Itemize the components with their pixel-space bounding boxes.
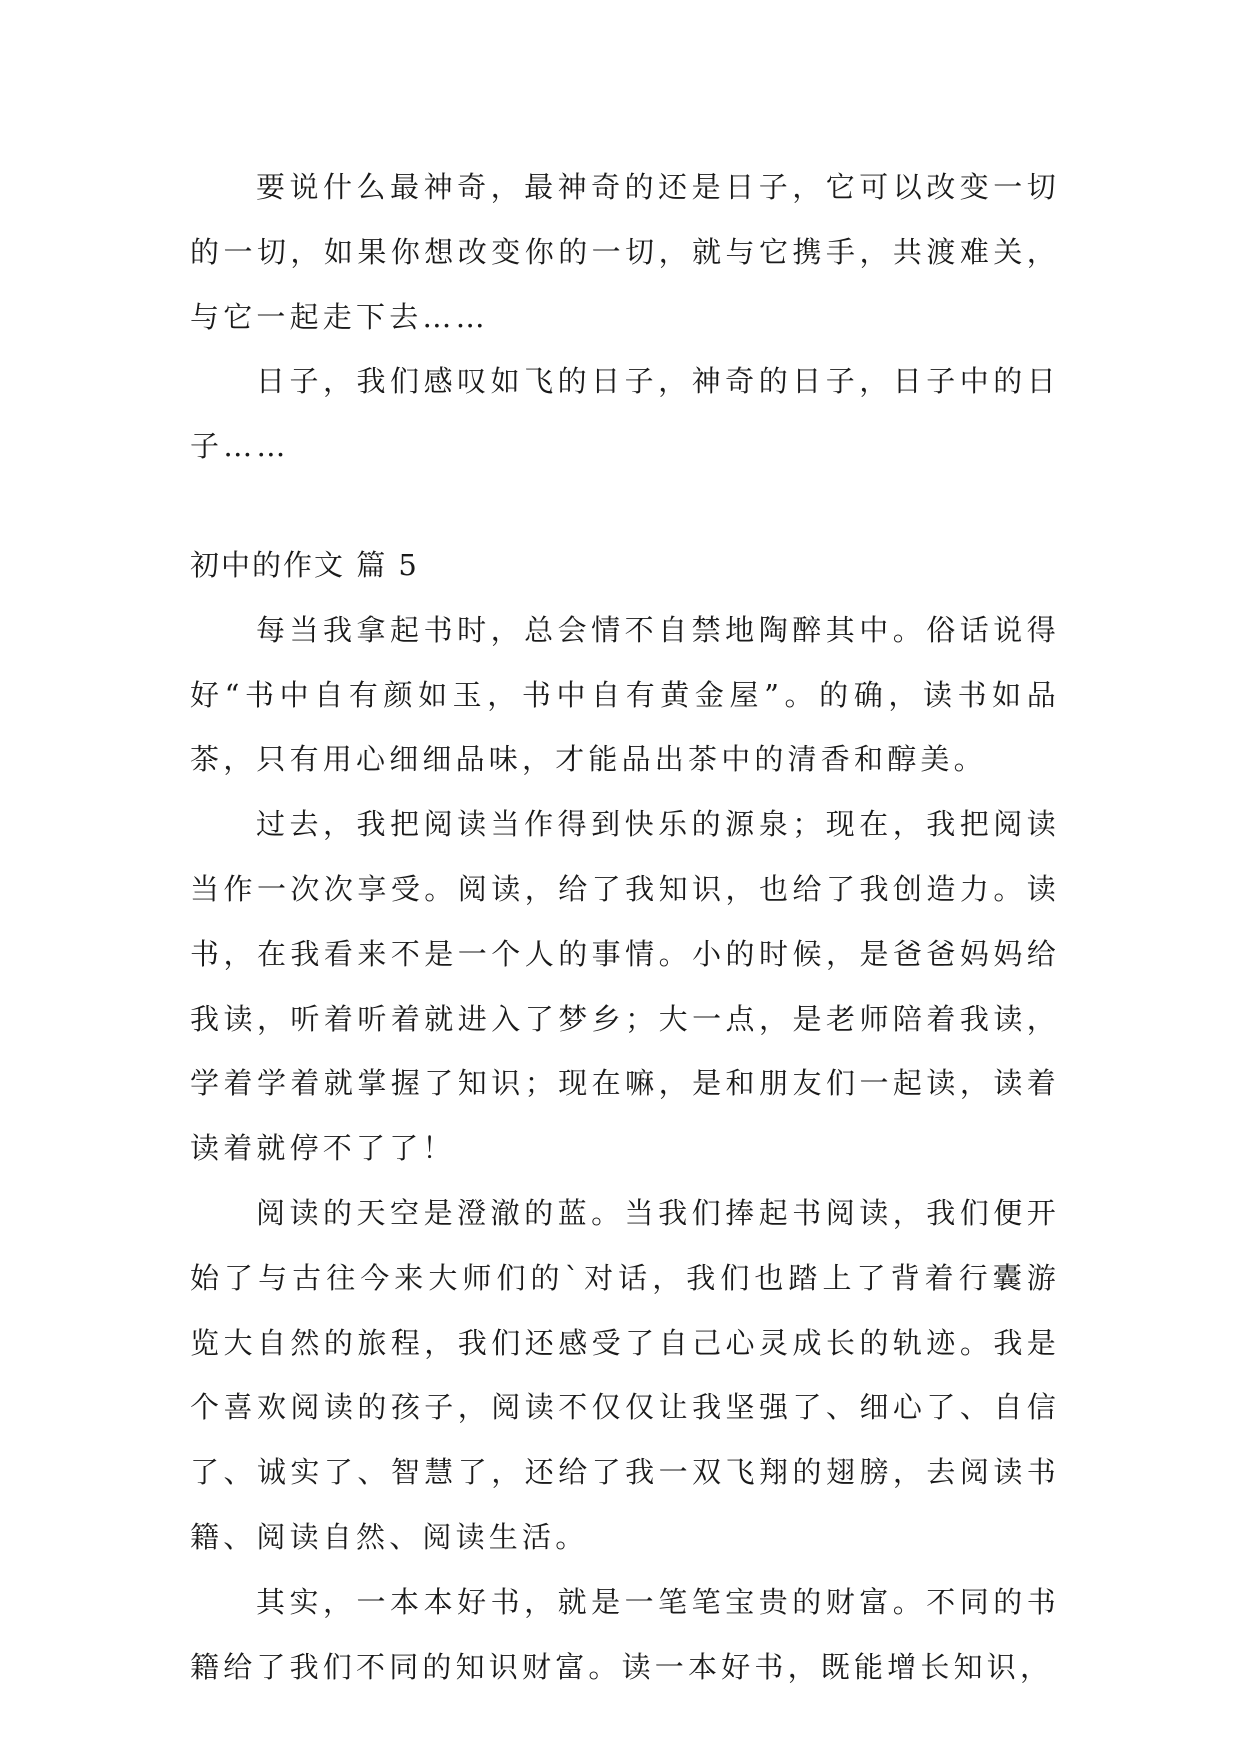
paragraph: 每当我拿起书时，总会情不自禁地陶醉其中。俗话说得好“书中自有颜如玉，书中自有黄金屋”。的确，读书如品茶，只有用心细细品味，才能品出茶中的清香和醇美。 [190,612,1060,777]
paragraph: 要说什么最神奇，最神奇的还是日子，它可以改变一切的一切，如果你想改变你的一切，就与它携手，共渡难关，与它一起走下去…… [190,170,1060,334]
paragraph: 阅读的天空是澄澈的蓝。当我们捧起书阅读，我们便开始了与古往今来大师们的`对话，我们也踏上了背着行囊游览大自然的旅程，我们还感受了自己心灵成长的轨迹。我是个喜欢阅读的孩子，阅读不仅仅让我坚强了、细心了、自信了、诚实了、智慧了，还给了我一双飞翔的翅膀，去阅读书籍、阅读自然、阅读生活。 [190,1195,1060,1554]
paragraph: 日子，我们感叹如飞的日子，神奇的日子，日子中的日子…… [190,364,1060,464]
document-body [190,155,1060,1699]
section-heading: 初中的作文 篇 5 [190,547,419,582]
paragraph: 其实，一本本好书，就是一笔笔宝贵的财富。不同的书籍给了我们不同的知识财富。读一本好书，既能增长知识， [190,1584,1060,1684]
paragraph: 过去，我把阅读当作得到快乐的源泉；现在，我把阅读当作一次次享受。阅读，给了我知识，也给了我创造力。读书，在我看来不是一个人的事情。小的时候，是爸爸妈妈给我读，听着听着就进入了梦乡；大一点，是老师陪着我读，学着学着就掌握了知识；现在嘛，是和朋友们一起读，读着读着就停不了了！ [190,807,1060,1166]
